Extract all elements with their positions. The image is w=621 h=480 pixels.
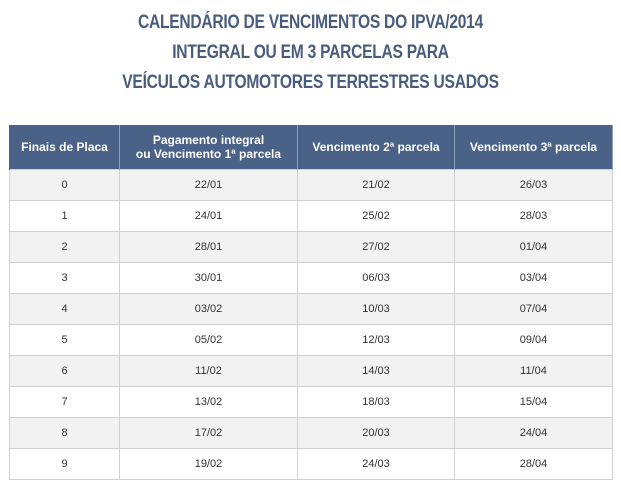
cell-third-installment-date: 24/04 xyxy=(455,418,613,449)
title-line-1: CALENDÁRIO DE VENCIMENTOS DO IPVA/2014 xyxy=(137,12,484,33)
cell-plate-ending: 2 xyxy=(10,232,120,263)
cell-second-installment-date: 06/03 xyxy=(298,263,455,294)
cell-full-payment-date: 30/01 xyxy=(120,263,298,294)
header-full-payment-line1: Pagamento integral xyxy=(152,133,265,147)
cell-third-installment-date: 07/04 xyxy=(455,294,613,325)
header-second-installment: Vencimento 2ª parcela xyxy=(298,125,455,170)
cell-third-installment-date: 03/04 xyxy=(455,263,613,294)
cell-second-installment-date: 25/02 xyxy=(298,201,455,232)
cell-full-payment-date: 13/02 xyxy=(120,387,298,418)
cell-full-payment-date: 28/01 xyxy=(120,232,298,263)
cell-full-payment-date: 24/01 xyxy=(120,201,298,232)
cell-plate-ending: 5 xyxy=(10,325,120,356)
cell-second-installment-date: 10/03 xyxy=(298,294,455,325)
cell-second-installment-date: 21/02 xyxy=(298,170,455,201)
cell-third-installment-date: 28/04 xyxy=(455,449,613,480)
table-body xyxy=(10,170,613,480)
header-plate-endings: Finais de Placa xyxy=(10,125,120,170)
table-row xyxy=(10,201,613,232)
title-line-2: INTEGRAL OU EM 3 PARCELAS PARA xyxy=(172,42,449,63)
cell-full-payment-date: 22/01 xyxy=(120,170,298,201)
cell-full-payment-date: 19/02 xyxy=(120,449,298,480)
cell-plate-ending: 0 xyxy=(10,170,120,201)
table-row xyxy=(10,325,613,356)
cell-third-installment-date: 15/04 xyxy=(455,387,613,418)
cell-third-installment-date: 26/03 xyxy=(455,170,613,201)
cell-full-payment-date: 05/02 xyxy=(120,325,298,356)
table-row xyxy=(10,263,613,294)
cell-plate-ending: 8 xyxy=(10,418,120,449)
table-row xyxy=(10,170,613,201)
header-third-installment: Vencimento 3ª parcela xyxy=(455,125,613,170)
cell-second-installment-date: 14/03 xyxy=(298,356,455,387)
cell-plate-ending: 1 xyxy=(10,201,120,232)
header-full-payment-line2: ou Vencimento 1ª parcela xyxy=(135,147,282,161)
table-header-row xyxy=(10,125,613,170)
table-row xyxy=(10,232,613,263)
cell-third-installment-date: 28/03 xyxy=(455,201,613,232)
cell-plate-ending: 7 xyxy=(10,387,120,418)
cell-full-payment-date: 17/02 xyxy=(120,418,298,449)
cell-third-installment-date: 01/04 xyxy=(455,232,613,263)
cell-plate-ending: 3 xyxy=(10,263,120,294)
table-row xyxy=(10,449,613,480)
cell-plate-ending: 4 xyxy=(10,294,120,325)
cell-plate-ending: 6 xyxy=(10,356,120,387)
cell-second-installment-date: 27/02 xyxy=(298,232,455,263)
title-line-3: VEÍCULOS AUTOMOTORES TERRESTRES USADOS xyxy=(122,72,499,93)
cell-second-installment-date: 24/03 xyxy=(298,449,455,480)
table-row xyxy=(10,387,613,418)
cell-third-installment-date: 11/04 xyxy=(455,356,613,387)
cell-third-installment-date: 09/04 xyxy=(455,325,613,356)
page-title xyxy=(0,8,621,98)
cell-second-installment-date: 18/03 xyxy=(298,387,455,418)
cell-full-payment-date: 03/02 xyxy=(120,294,298,325)
cell-second-installment-date: 12/03 xyxy=(298,325,455,356)
header-full-payment xyxy=(120,125,298,170)
table-row xyxy=(10,294,613,325)
due-dates-table xyxy=(9,125,613,480)
table-row xyxy=(10,356,613,387)
cell-full-payment-date: 11/02 xyxy=(120,356,298,387)
table-row xyxy=(10,418,613,449)
cell-plate-ending: 9 xyxy=(10,449,120,480)
cell-second-installment-date: 20/03 xyxy=(298,418,455,449)
